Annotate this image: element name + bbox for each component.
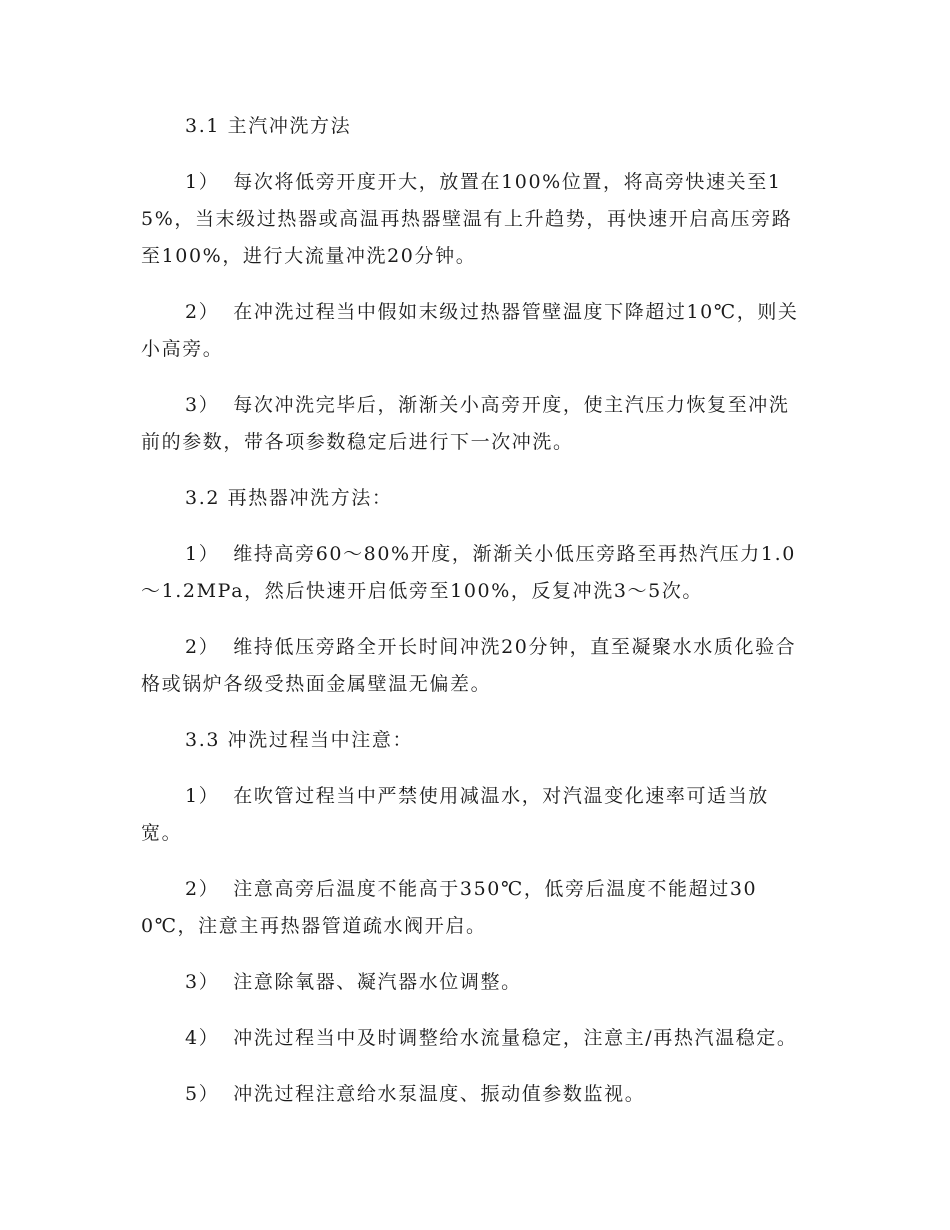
item-text: 冲洗过程注意给水泵温度、振动值参数监视。 (233, 1083, 646, 1105)
document-body (141, 108, 806, 1132)
item-number: 3） (185, 971, 220, 993)
item-number: 2） (185, 301, 220, 323)
item-number: 4） (185, 1027, 220, 1049)
item-text: 在冲洗过程当中假如末级过热器管壁温度下降超过10℃，则关小高旁。 (141, 301, 799, 360)
list-item (141, 164, 806, 275)
item-text: 在吹管过程当中严禁使用减温水，对汽温变化速率可适当放宽。 (141, 785, 769, 844)
item-number: 1） (185, 543, 220, 565)
section-heading-3-1: 3.1 主汽冲洗方法 (185, 115, 352, 137)
list-item (141, 1020, 806, 1057)
item-text: 注意除氧器、凝汽器水位调整。 (233, 971, 522, 993)
item-text: 注意高旁后温度不能高于350℃，低旁后温度不能超过300℃，注意主再热器管道疏水阀开启。 (141, 878, 758, 937)
item-number: 1） (185, 785, 220, 807)
list-item (141, 1076, 806, 1113)
list-item (141, 387, 806, 461)
item-text: 维持低压旁路全开长时间冲洗20分钟，直至凝聚水水质化验合格或锅炉各级受热面金属壁温无偏差。 (141, 636, 797, 695)
list-item (141, 629, 806, 703)
item-number: 5） (185, 1083, 220, 1105)
list-item (141, 536, 806, 610)
item-number: 2） (185, 878, 220, 900)
item-text: 维持高旁60～80%开度，渐渐关小低压旁路至再热汽压力1.0～1.2MPa，然后快速开启低旁至100%，反复冲洗3～5次。 (141, 543, 796, 602)
item-text: 冲洗过程当中及时调整给水流量稳定，注意主/再热汽温稳定。 (233, 1027, 798, 1049)
list-item (141, 871, 806, 945)
item-number: 2） (185, 636, 220, 658)
section-heading-3-3: 3.3 冲洗过程当中注意： (185, 729, 414, 751)
item-text: 每次冲洗完毕后，渐渐关小高旁开度，使主汽压力恢复至冲洗前的参数，带各项参数稳定后进行下一次冲洗。 (141, 394, 790, 453)
list-item (141, 294, 806, 368)
item-number: 1） (185, 171, 220, 193)
item-text: 每次将低旁开度开大，放置在100%位置，将高旁快速关至15%，当末级过热器或高温再热器壁温有上升趋势，再快速开启高压旁路至100%，进行大流量冲洗20分钟。 (141, 171, 793, 267)
section-heading-3-2: 3.2 再热器冲洗方法： (185, 487, 393, 509)
list-item (141, 778, 806, 852)
item-number: 3） (185, 394, 220, 416)
list-item (141, 964, 806, 1001)
